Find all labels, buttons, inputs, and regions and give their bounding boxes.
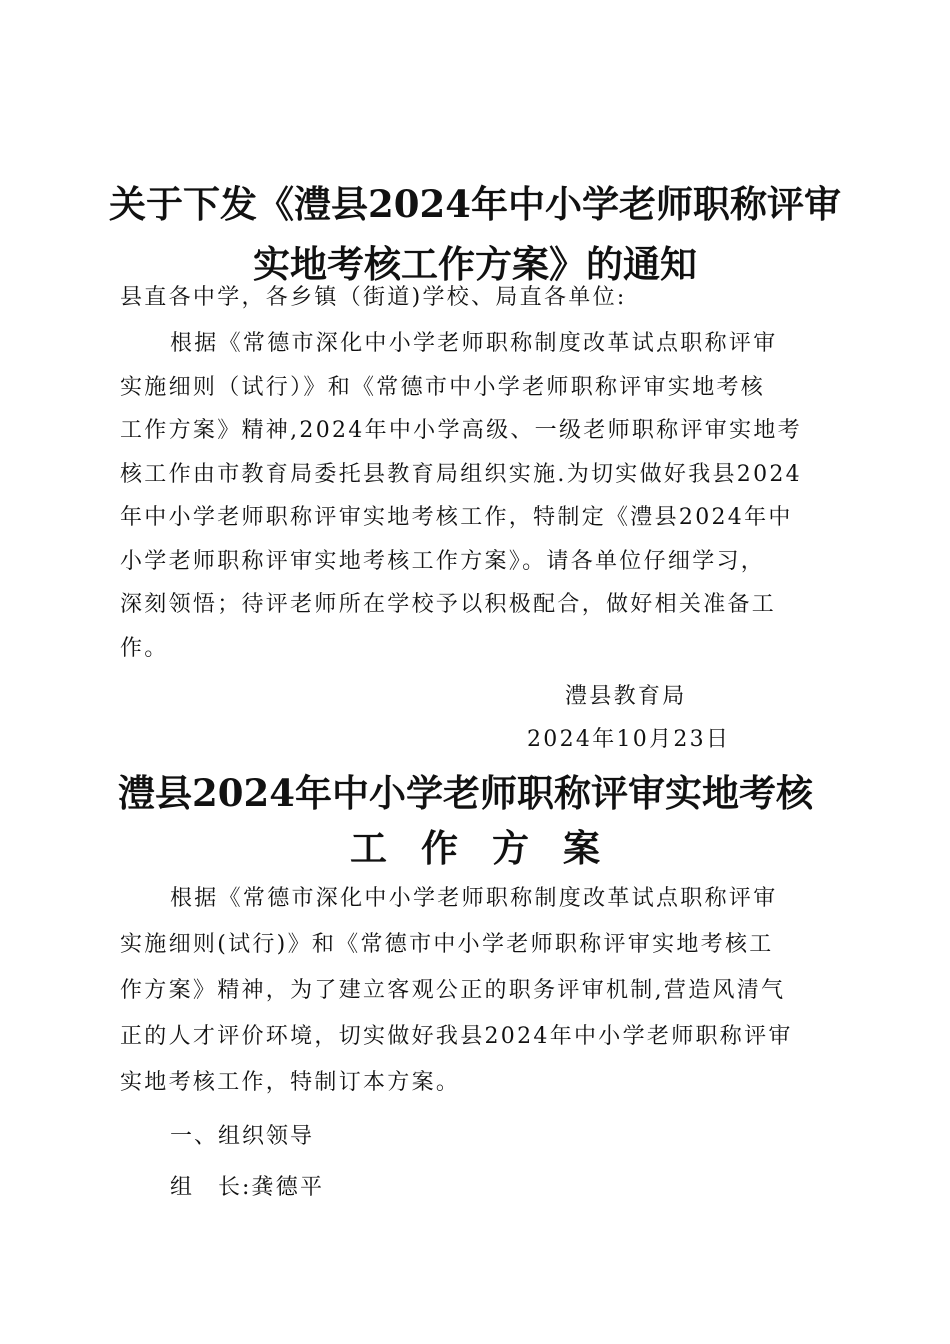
notice-body-line: 深刻领悟；待评老师所在学校予以积极配合，做好相关准备工 [120, 592, 777, 617]
leader-entry [170, 1170, 324, 1206]
notice-body-line: 实施细则（试行）》和《常德市中小学老师职称评审实地考核 [120, 374, 766, 400]
leader-role: 组 长: [170, 1175, 252, 1200]
plan-title: 澧县2024年中小学老师职称评审实地考核 [118, 771, 813, 815]
plan-body-line: 作方案》精神，为了建立客观公正的职务评审机制,营造风清气 [120, 978, 786, 1003]
notice-body-line: 核工作由市教育局委托县教育局组织实施.为切实做好我县2024 [120, 461, 802, 487]
notice-title-line-2: 实地考核工作方案》的通知 [253, 242, 697, 286]
notice-body [120, 322, 840, 670]
notice-body-line: 年中小学老师职称评审实地考核工作，特制定《澧县2024年中 [120, 505, 793, 530]
notice-body-line: 作。 [120, 635, 169, 661]
notice-title [100, 174, 850, 294]
notice-title-line-1: 关于下发《澧县2024年中小学老师职称评审 [109, 182, 841, 226]
plan-body-line: 正的人才评价环境，切实做好我县2024年中小学老师职称评审 [120, 1024, 793, 1049]
notice-body-line: 小学老师职称评审实地考核工作方案》。请各单位仔细学习， [120, 548, 766, 574]
plan-subtitle: 工作方案 [350, 826, 634, 870]
plan-body-line: 根据《常德市深化中小学老师职称制度改革试点职称评审 [170, 886, 778, 911]
plan-body [120, 876, 840, 1106]
signature-date: 2024年10月23日 [527, 727, 731, 752]
notice-addressee: 县直各中学，各乡镇（街道)学校、局直各单位: [120, 285, 627, 310]
signature-organization: 澧县教育局 [565, 684, 687, 709]
section-heading-organization: 一、组织领导 [170, 1124, 315, 1149]
leader-name: 龚德平 [251, 1175, 325, 1200]
plan-body-line: 实施细则(试行)》和《常德市中小学老师职称评审实地考核工 [120, 932, 774, 957]
plan-body-line: 实地考核工作，特制订本方案。 [120, 1070, 461, 1095]
notice-body-line: 工作方案》精神,2024年中小学高级、一级老师职称评审实地考 [120, 418, 802, 443]
notice-body-line: 根据《常德市深化中小学老师职称制度改革试点职称评审 [170, 331, 778, 356]
